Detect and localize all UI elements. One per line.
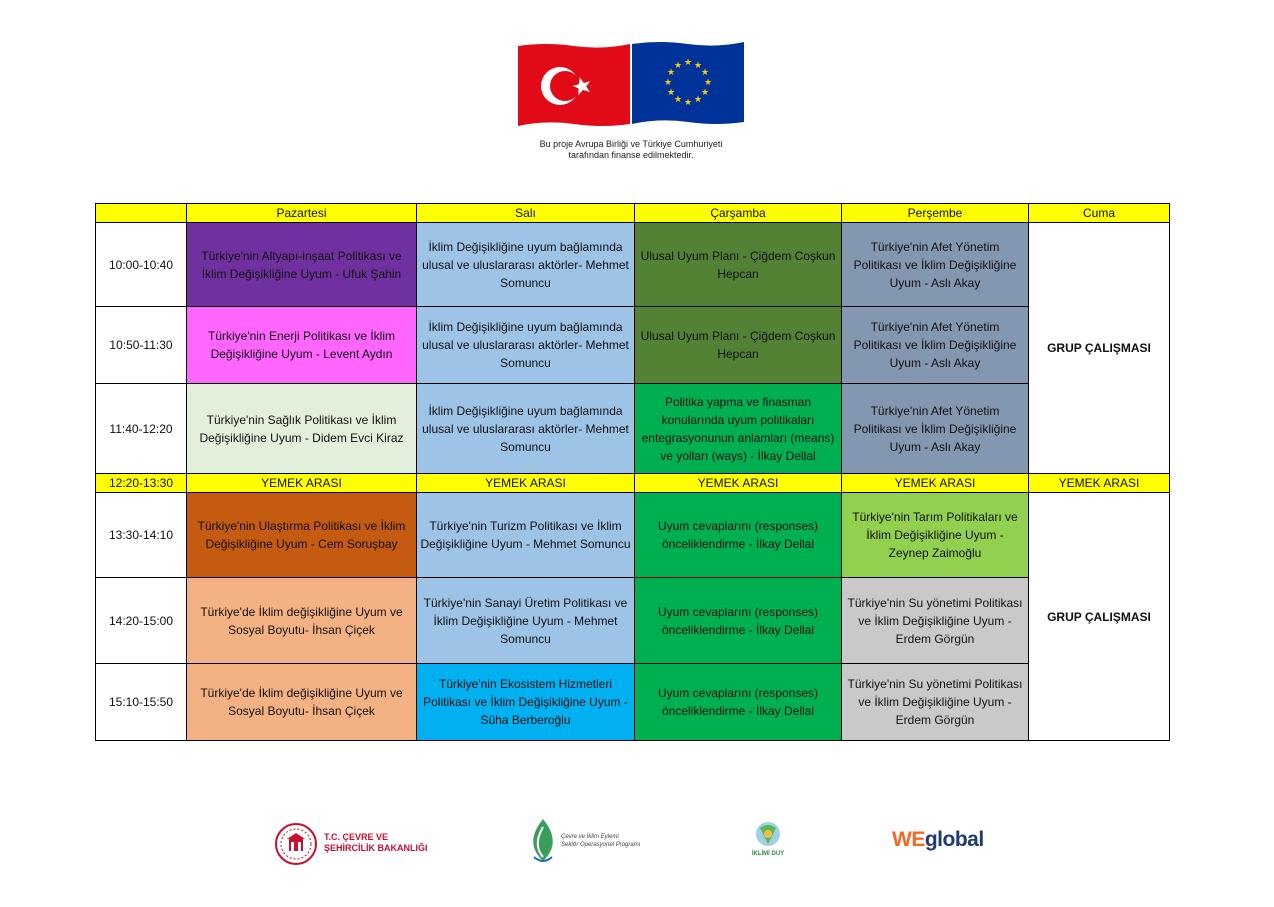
day-header: Perşembe	[842, 204, 1029, 223]
time-cell: 11:40-12:20	[96, 384, 187, 474]
day-header: Cuma	[1029, 204, 1170, 223]
session-cell: Türkiye'nin Sanayi Üretim Politikası ve İklim Değişikliğine Uyum - Mehmet Somuncu	[417, 578, 635, 664]
session-cell: Türkiye'nin Tarım Politikaları ve İklim Değişikliğine Uyum - Zeynep Zaimoğlu	[842, 493, 1029, 578]
svg-text:★: ★	[683, 98, 693, 108]
session-cell: Türkiye'nin Sağlık Politikası ve İklim Değişikliğine Uyum - Didem Evci Kiraz	[187, 384, 417, 474]
table-row	[96, 493, 1170, 578]
time-cell: 14:20-15:00	[96, 578, 187, 664]
svg-text:★: ★	[666, 88, 676, 98]
time-cell: 13:30-14:10	[96, 493, 187, 578]
svg-text:★: ★	[700, 68, 710, 78]
svg-text:★: ★	[683, 58, 693, 68]
session-cell: Politika yapma ve finasman konularında uyum politikaları entegrasyonunun anlamları (means) ve yolları (ways) - İlkay Dellal	[635, 384, 842, 474]
iklimi-duy-icon	[748, 820, 788, 852]
svg-text:★: ★	[703, 78, 713, 88]
time-cell: 15:10-15:50	[96, 664, 187, 741]
svg-text:★: ★	[673, 95, 683, 105]
lunch-cell: YEMEK ARASI	[635, 474, 842, 493]
session-cell: Türkiye'de İklim değişikliğine Uyum ve Sosyal Boyutu- İhsan Çiçek	[187, 664, 417, 741]
session-cell: Türkiye'nin Enerji Politikası ve İklim Değişikliğine Uyum - Levent Aydın	[187, 307, 417, 384]
time-cell: 12:20-13:30	[96, 474, 187, 493]
iklimi-duy-logo	[748, 820, 788, 866]
lunch-cell: YEMEK ARASI	[417, 474, 635, 493]
day-header: Çarşamba	[635, 204, 842, 223]
svg-text:★: ★	[663, 78, 673, 88]
table-row	[96, 578, 1170, 664]
weglobal-rest: global	[924, 828, 984, 851]
session-cell: İklim Değişikliğine uyum bağlamında ulusal ve uluslararası aktörler- Mehmet Somuncu	[417, 223, 635, 307]
group-work-cell: GRUP ÇALIŞMASI	[1029, 223, 1170, 474]
lunch-cell: YEMEK ARASI	[187, 474, 417, 493]
session-cell: Türkiye'nin Afet Yönetim Politikası ve İklim Değişikliğine Uyum - Aslı Akay	[842, 223, 1029, 307]
svg-text:★: ★	[673, 61, 683, 71]
session-cell: Ulusal Uyum Planı - Çiğdem Coşkun Hepcan	[635, 307, 842, 384]
session-cell: Uyum cevaplarını (responses) önceliklendirme - İlkay Dellal	[635, 664, 842, 741]
session-cell: Türkiye'nin Ekosistem Hizmetleri Politikası ve İklim Değişikliğine Uyum - Süha Berberoğlu	[417, 664, 635, 741]
lunch-cell: YEMEK ARASI	[1029, 474, 1170, 493]
turkey-eu-flags	[518, 42, 744, 128]
lunch-cell: YEMEK ARASI	[842, 474, 1029, 493]
day-header: Pazartesi	[187, 204, 417, 223]
group-work-cell: GRUP ÇALIŞMASI	[1029, 493, 1170, 741]
session-cell: Türkiye'nin Su yönetimi Politikası ve İklim Değişikliğine Uyum - Erdem Görgün	[842, 578, 1029, 664]
program-line-2: Sektör Operasyonel Programı	[561, 842, 641, 848]
ministry-emblem-icon	[274, 822, 318, 866]
svg-text:★: ★	[693, 95, 703, 105]
table-row	[96, 223, 1170, 307]
session-cell: Türkiye'nin Ulaştırma Politikası ve İklim Değişikliğine Uyum - Cem Soruşbay	[187, 493, 417, 578]
ministry-line-2: ŞEHİRCİLİK BAKANLIĞI	[324, 843, 428, 853]
session-cell: Uyum cevaplarını (responses) önceliklendirme - İlkay Dellal	[635, 493, 842, 578]
eu-flag	[632, 42, 744, 124]
session-cell: İklim Değişikliğine uyum bağlamında ulusal ve uluslararası aktörler- Mehmet Somuncu	[417, 384, 635, 474]
svg-text:★: ★	[693, 61, 703, 71]
session-cell: İklim Değişikliğine uyum bağlamında ulusal ve uluslararası aktörler- Mehmet Somuncu	[417, 307, 635, 384]
program-line-1: Çevre ve İklim Eylemi	[561, 834, 619, 840]
session-cell: Türkiye'nin Afet Yönetim Politikası ve İklim Değişikliğine Uyum - Aslı Akay	[842, 384, 1029, 474]
day-header: Salı	[417, 204, 635, 223]
schedule-table	[95, 203, 1170, 741]
session-cell: Türkiye'de İklim değişikliğine Uyum ve Sosyal Boyutu- İhsan Çiçek	[187, 578, 417, 664]
corner-cell	[96, 204, 187, 223]
ministry-line-1: T.C. ÇEVRE VE	[324, 832, 389, 842]
iklimi-duy-label: İKLİMİ DUY	[751, 851, 785, 857]
turkey-flag	[518, 44, 630, 126]
lunch-row	[96, 474, 1170, 493]
climate-program-logo	[528, 817, 648, 865]
table-row	[96, 664, 1170, 741]
session-cell: Uyum cevaplarını (responses) önceliklendirme - İlkay Dellal	[635, 578, 842, 664]
svg-text:★: ★	[700, 88, 710, 98]
session-cell: Türkiye'nin Su yönetimi Politikası ve İklim Değişikliğine Uyum - Erdem Görgün	[842, 664, 1029, 741]
weglobal-logo	[892, 828, 984, 852]
leaf-drop-icon	[528, 817, 558, 865]
header-row	[96, 204, 1170, 223]
session-cell: Türkiye'nin Turizm Politikası ve İklim Değişikliğine Uyum - Mehmet Somuncu	[417, 493, 635, 578]
funding-caption	[500, 139, 762, 161]
weglobal-we: WE	[892, 828, 925, 851]
time-cell: 10:50-11:30	[96, 307, 187, 384]
caption-line-2: tarafından finanse edilmektedir.	[568, 150, 694, 160]
caption-line-1: Bu proje Avrupa Birliği ve Türkiye Cumhuriyeti	[539, 139, 723, 149]
table-row	[96, 384, 1170, 474]
time-cell: 10:00-10:40	[96, 223, 187, 307]
session-cell: Türkiye'nin Altyapı-inşaat Politikası ve İklim Değişikliğine Uyum - Ufuk Şahin	[187, 223, 417, 307]
ministry-logo	[274, 822, 434, 868]
session-cell: Türkiye'nin Afet Yönetim Politikası ve İklim Değişikliğine Uyum - Aslı Akay	[842, 307, 1029, 384]
session-cell: Ulusal Uyum Planı - Çiğdem Coşkun Hepcan	[635, 223, 842, 307]
svg-text:★: ★	[666, 68, 676, 78]
table-row	[96, 307, 1170, 384]
